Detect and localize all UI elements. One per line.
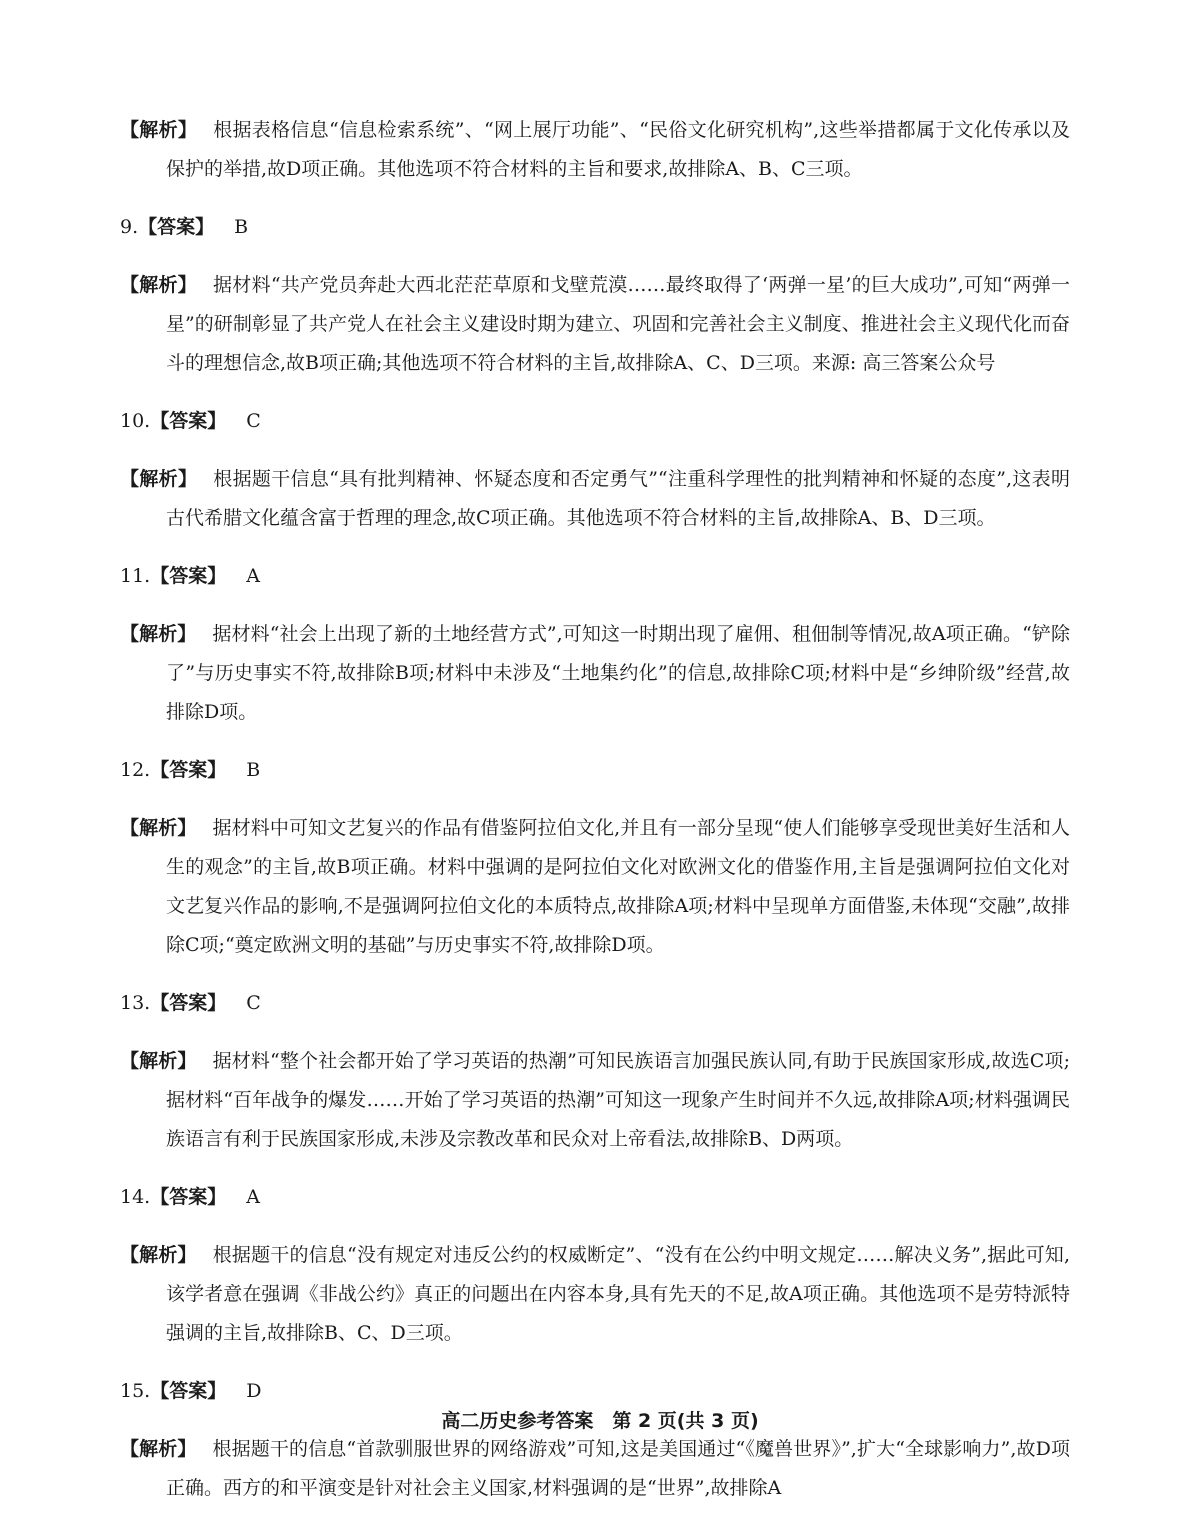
- analysis-text: 根据题干的信息“首款驯服世界的网络游戏”可知,这是美国通过“《魔兽世界》”,扩大“全球影响力”,故D项正确。西方的和平演变是针对社会主义国家,材料强调的是“世界”,故排除A: [166, 1438, 1070, 1499]
- analysis-paragraph: [120, 1236, 1070, 1353]
- question-number: 10.: [120, 410, 151, 432]
- analysis-paragraph: [120, 1042, 1070, 1159]
- item-12: [120, 751, 1070, 965]
- intro-analysis: [120, 111, 1070, 189]
- analysis-paragraph: [120, 1430, 1070, 1508]
- answer-line: [120, 1178, 1070, 1217]
- analysis-label: 【解析】: [120, 274, 198, 296]
- item-13: [120, 984, 1070, 1159]
- analysis-text: 据材料“整个社会都开始了学习英语的热潮”可知民族语言加强民族认同,有助于民族国家形成,故选C项;据材料“百年战争的爆发……开始了学习英语的热潮”可知这一现象产生时间并不久远,故排除A项;材料强调民族语言有利于民族国家形成,未涉及宗教改革和民众对上帝看法,故排除B、D两项。: [166, 1050, 1070, 1150]
- analysis-label: 【解析】: [120, 623, 197, 645]
- analysis-text: 据材料中可知文艺复兴的作品有借鉴阿拉伯文化,并且有一部分呈现“使人们能够享受现世美好生活和人生的观念”的主旨,故B项正确。材料中强调的是阿拉伯文化对欧洲文化的借鉴作用,主旨是强调阿拉伯文化对文艺复兴作品的影响,不是强调阿拉伯文化的本质特点,故排除A项;材料中呈现单方面借鉴,未体现“交融”,故排除C项;“奠定欧洲文明的基础”与历史事实不符,故排除D项。: [166, 817, 1070, 956]
- answer-value: B: [246, 759, 261, 781]
- item-15: [120, 1372, 1070, 1508]
- answer-line: [120, 402, 1070, 441]
- answer-label: 【答案】: [150, 410, 227, 432]
- question-number: 11.: [120, 565, 151, 587]
- analysis-text: 据材料“社会上出现了新的土地经营方式”,可知这一时期出现了雇佣、租佃制等情况,故A项正确。“铲除了”与历史事实不符,故排除B项;材料中未涉及“土地集约化”的信息,故排除C项;材料中是“乡绅阶级”经营,故排除D项。: [166, 623, 1070, 723]
- question-number: 14.: [120, 1186, 151, 1208]
- answer-value: A: [246, 1186, 260, 1208]
- page-content: [120, 92, 1070, 1527]
- analysis-paragraph: [120, 460, 1070, 538]
- item-14: [120, 1178, 1070, 1353]
- analysis-label: 【解析】: [120, 119, 198, 141]
- analysis-paragraph: [120, 809, 1070, 965]
- question-number: 13.: [120, 992, 151, 1014]
- item-9: [120, 208, 1070, 383]
- answer-label: 【答案】: [150, 759, 227, 781]
- answer-label: 【答案】: [150, 1186, 227, 1208]
- analysis-text: 据材料“共产党员奔赴大西北茫茫草原和戈壁荒漠……最终取得了‘两弹一星’的巨大成功”,可知“两弹一星”的研制彰显了共产党人在社会主义建设时期为建立、巩固和完善社会主义制度、推进社会主义现代化而奋斗的理想信念,故B项正确;其他选项不符合材料的主旨,故排除A、C、D三项。来源: 高三答案公众号: [166, 274, 1070, 374]
- answer-line: [120, 557, 1070, 596]
- analysis-paragraph: [120, 266, 1070, 383]
- analysis-label: 【解析】: [120, 468, 198, 490]
- answer-label: 【答案】: [138, 216, 215, 238]
- question-number: 9.: [120, 216, 139, 238]
- answer-value: A: [246, 565, 260, 587]
- answer-line: [120, 751, 1070, 790]
- question-number: 12.: [120, 759, 151, 781]
- answer-label: 【答案】: [150, 1380, 227, 1402]
- analysis-label: 【解析】: [120, 1438, 197, 1460]
- question-number: 15.: [120, 1380, 151, 1402]
- analysis-label: 【解析】: [120, 1050, 197, 1072]
- page-footer: 高二历史参考答案 第 2 页(共 3 页): [441, 1410, 759, 1432]
- analysis-text: 根据题干信息“具有批判精神、怀疑态度和否定勇气”“注重科学理性的批判精神和怀疑的态度”,这表明古代希腊文化蕴含富于哲理的理念,故C项正确。其他选项不符合材料的主旨,故排除A、B、D三项。: [166, 468, 1070, 529]
- analysis-paragraph: [120, 615, 1070, 732]
- answer-label: 【答案】: [150, 992, 227, 1014]
- answer-value: B: [234, 216, 249, 238]
- analysis-text: 根据题干的信息“没有规定对违反公约的权威断定”、“没有在公约中明文规定……解决义务”,据此可知,该学者意在强调《非战公约》真正的问题出在内容本身,具有先天的不足,故A项正确。其他选项不是劳特派特强调的主旨,故排除B、C、D三项。: [166, 1244, 1070, 1344]
- analysis-label: 【解析】: [120, 817, 197, 839]
- answer-line: [120, 984, 1070, 1023]
- answer-label: 【答案】: [150, 565, 227, 587]
- answer-value: D: [246, 1380, 262, 1402]
- answer-value: C: [246, 992, 261, 1014]
- analysis-text: 根据表格信息“信息检索系统”、“网上展厅功能”、“民俗文化研究机构”,这些举措都属于文化传承以及保护的举措,故D项正确。其他选项不符合材料的主旨和要求,故排除A、B、C三项。: [166, 119, 1070, 180]
- item-10: [120, 402, 1070, 538]
- item-11: [120, 557, 1070, 732]
- analysis-label: 【解析】: [120, 1244, 197, 1266]
- answer-value: C: [246, 410, 261, 432]
- answer-line: [120, 208, 1070, 247]
